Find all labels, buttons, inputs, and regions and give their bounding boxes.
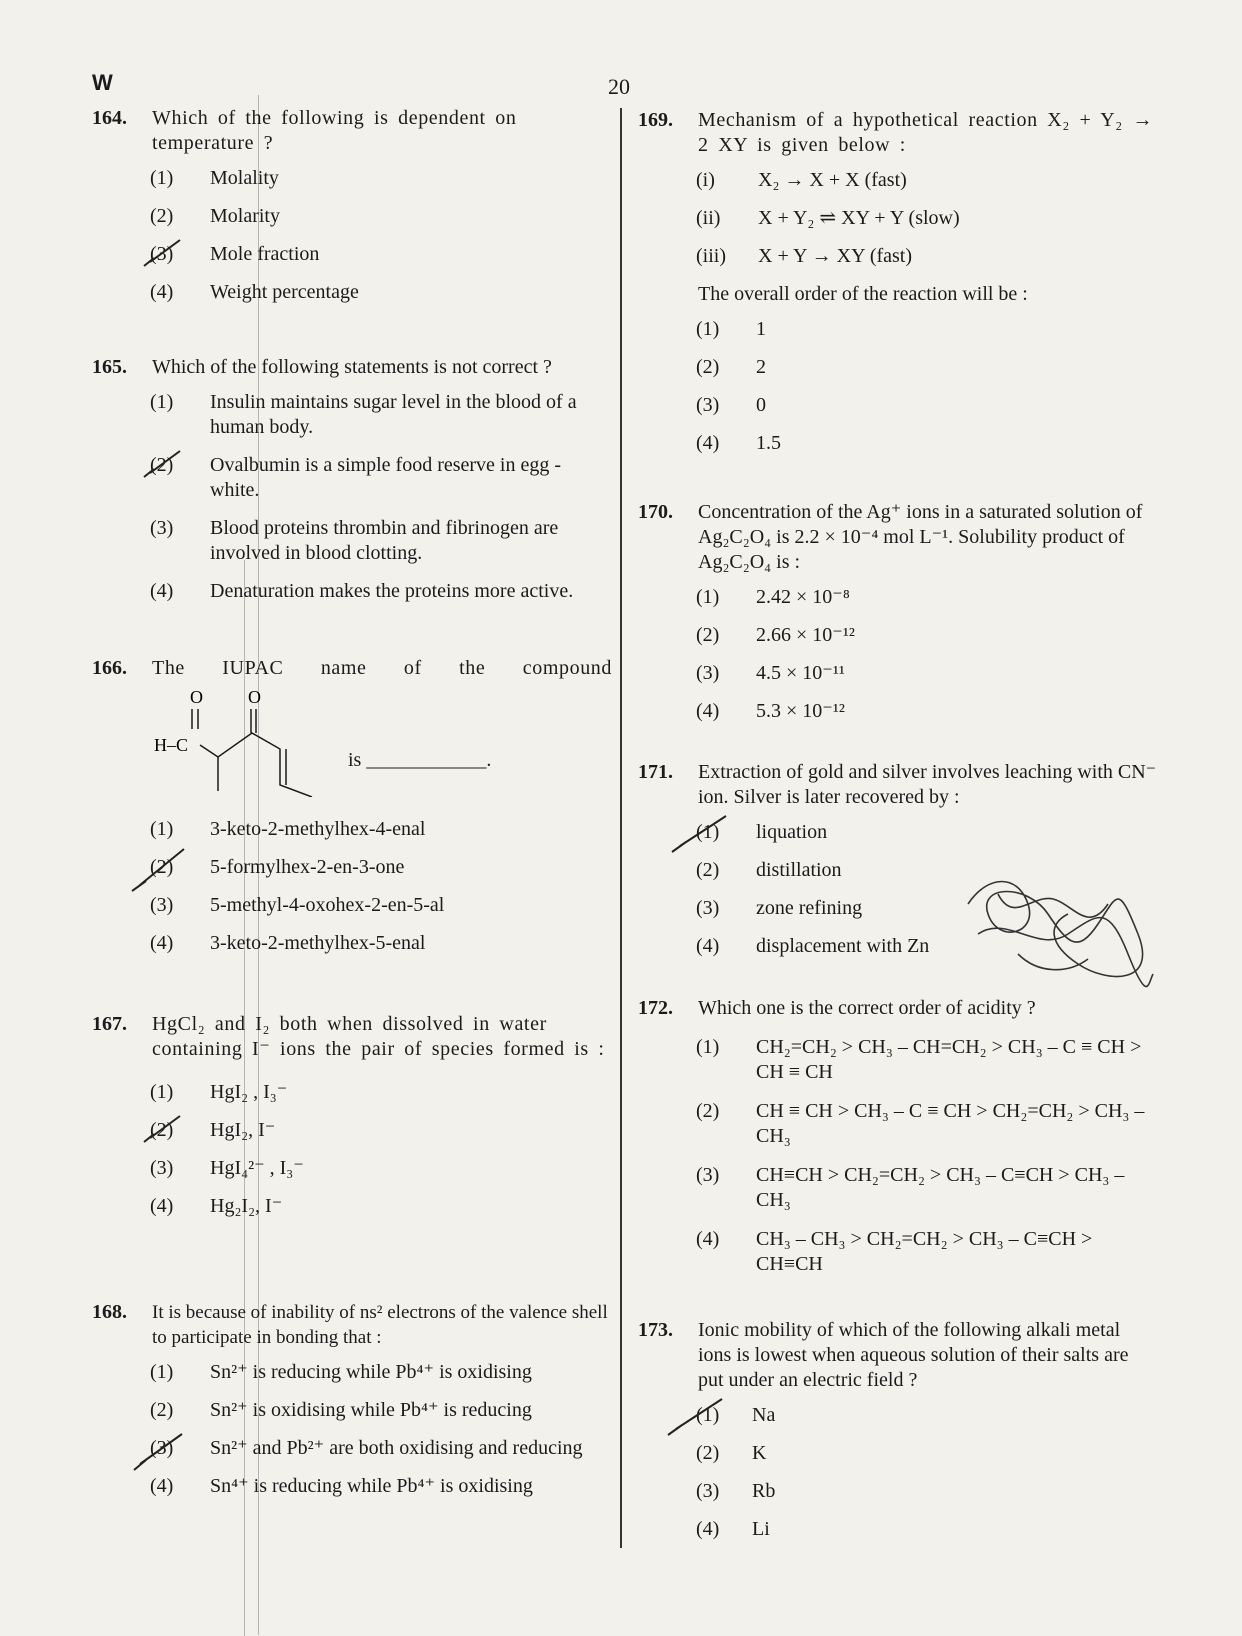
question-number: 167. (92, 1013, 127, 1035)
option[interactable] (638, 623, 1158, 648)
option-index: (2) (150, 856, 174, 878)
step-text: X + Y → XY (fast) (758, 245, 913, 267)
question-text: Which one is the correct order of acidity ? (698, 997, 1036, 1019)
question-number: 171. (638, 761, 673, 783)
question-173 (638, 1318, 1158, 1555)
question-166 (92, 656, 612, 969)
answer-blank: is ____________. (348, 749, 492, 771)
option-index: (4) (150, 932, 174, 954)
option-index: (2) (696, 1100, 720, 1122)
option-text: Mole fraction (210, 243, 320, 265)
option-index: (3) (150, 243, 174, 265)
option-index: (4) (696, 1228, 720, 1250)
handwritten-signature-icon (958, 864, 1158, 994)
option[interactable] (92, 204, 612, 229)
option-text: CH₃ – CH₃ > CH₂=CH₂ > CH₃ – C≡CH > CH≡CH (756, 1228, 1093, 1275)
question-subtext: The overall order of the reaction will be : (698, 283, 1028, 305)
option-index: (2) (150, 205, 174, 227)
option-index: (1) (696, 318, 720, 340)
option-index: (2) (696, 1442, 720, 1464)
option-index: (2) (696, 624, 720, 646)
option-index: (3) (150, 894, 174, 916)
option-index: (1) (696, 1404, 720, 1426)
option-index: (4) (696, 935, 720, 957)
question-165 (92, 355, 612, 617)
option-text: HgI₂ , I₃⁻ (210, 1081, 288, 1103)
question-text: Which of the following is dependent on temperature ? (152, 107, 517, 154)
mechanism-step (638, 206, 1158, 231)
option[interactable] (92, 579, 612, 604)
option[interactable] (92, 893, 612, 918)
question-number: 165. (92, 356, 127, 378)
option-text: CH≡CH > CH₂=CH₂ > CH₃ – C≡CH > CH₃ – CH₃ (756, 1164, 1125, 1211)
option-index: (1) (150, 818, 174, 840)
tick-mark-icon (668, 812, 730, 856)
option[interactable] (638, 355, 1158, 380)
question-164 (92, 106, 612, 318)
tick-mark-icon (140, 238, 184, 270)
question-169 (638, 108, 1158, 469)
option-index: (4) (150, 580, 174, 602)
option-index: (4) (696, 700, 720, 722)
option-index: (2) (150, 454, 174, 476)
option-text: 2 (756, 356, 766, 378)
option-index: (1) (696, 1036, 720, 1058)
option-text: K (752, 1442, 767, 1464)
option-index: (3) (150, 1157, 174, 1179)
option[interactable] (92, 1156, 612, 1181)
option-text: Sn²⁺ is oxidising while Pb⁴⁺ is reducing (210, 1399, 532, 1421)
question-text: Extraction of gold and silver involves leaching with CN⁻ ion. Silver is later recovered by : (698, 761, 1157, 808)
option-text: Sn²⁺ and Pb²⁺ are both oxidising and reducing (210, 1437, 583, 1459)
question-number: 166. (92, 657, 127, 679)
option-text: Sn²⁺ is reducing while Pb⁴⁺ is oxidising (210, 1361, 532, 1383)
question-170 (638, 500, 1158, 737)
option-index: (3) (696, 1480, 720, 1502)
option-marked[interactable] (92, 242, 612, 267)
option-text: 1.5 (756, 432, 781, 454)
option-text: Insulin maintains sugar level in the blood of a human body. (210, 391, 577, 438)
question-text: HgCl₂ and I₂ both when dissolved in water containing I⁻ ions the pair of species formed is : (152, 1013, 605, 1060)
question-text: Concentration of the Ag⁺ ions in a saturated solution of Ag₂C₂O₄ is 2.2 × 10⁻⁴ mol L⁻¹. Solubility product of Ag₂C₂O₄ is : (698, 501, 1143, 573)
option-marked[interactable] (92, 1118, 612, 1143)
option-index: (1) (696, 821, 720, 843)
option[interactable] (638, 1035, 1158, 1085)
question-number: 172. (638, 997, 673, 1019)
option[interactable] (92, 516, 612, 566)
option-text: HgI₄²⁻ , I₃⁻ (210, 1157, 304, 1179)
option-text: displacement with Zn (756, 935, 930, 957)
tick-mark-icon (128, 845, 188, 895)
option-index: (3) (696, 1164, 720, 1186)
tick-mark-icon (130, 1430, 186, 1474)
option-index: (3) (696, 394, 720, 416)
option-text: Rb (752, 1480, 776, 1502)
question-text: Mechanism of a hypothetical reaction X₂ + Y₂ → 2 XY is given below : (698, 109, 1154, 156)
skeletal-formula-diagram (152, 687, 352, 797)
question-number: 169. (638, 109, 673, 131)
step-text: X + Y₂ ⇌ XY + Y (slow) (758, 207, 960, 229)
option-index: (1) (150, 1361, 174, 1383)
option-index: (4) (696, 1518, 720, 1540)
option-text: distillation (756, 859, 842, 881)
option-text: CH ≡ CH > CH₃ – C ≡ CH > CH₂=CH₂ > CH₃ – CH₃ (756, 1100, 1145, 1147)
option-text: HgI₂, I⁻ (210, 1119, 276, 1141)
option-text: 5.3 × 10⁻¹² (756, 700, 845, 722)
option-text: CH₂=CH₂ > CH₃ – CH=CH₂ > CH₃ – C ≡ CH > CH ≡ CH (756, 1036, 1142, 1083)
option-text: 3-keto-2-methylhex-4-enal (210, 818, 426, 840)
option-index: (2) (150, 1119, 174, 1141)
question-number: 170. (638, 501, 673, 523)
question-text: It is because of inability of ns² electrons of the valence shell to participate in bonding that : (152, 1302, 608, 1348)
option[interactable] (638, 585, 1158, 610)
option-text: Li (752, 1518, 770, 1540)
option[interactable] (638, 1163, 1158, 1213)
option[interactable] (92, 166, 612, 191)
option-index: (2) (696, 356, 720, 378)
option-index: (3) (696, 897, 720, 919)
step-index: (iii) (696, 245, 726, 267)
question-172 (638, 996, 1158, 1290)
question-text: Ionic mobility of which of the following alkali metal ions is lowest when aqueous solution of their salts are put under an electric field ? (698, 1319, 1129, 1391)
option-index: (3) (696, 662, 720, 684)
option-text: 3-keto-2-methylhex-5-enal (210, 932, 426, 954)
option-marked[interactable] (92, 1436, 612, 1461)
option-text: 5-formylhex-2-en-3-one (210, 856, 405, 878)
question-167 (92, 1012, 612, 1232)
aldehyde-label: H–C (154, 735, 189, 755)
step-index: (ii) (696, 207, 721, 229)
option[interactable] (92, 1080, 612, 1105)
option[interactable] (638, 1441, 1158, 1466)
option[interactable] (92, 1474, 612, 1499)
question-number: 168. (92, 1301, 127, 1323)
question-168 (92, 1300, 612, 1512)
tick-mark-icon (140, 1114, 184, 1146)
option[interactable] (638, 1099, 1158, 1149)
mechanism-step (638, 168, 1158, 193)
option-index: (1) (150, 1081, 174, 1103)
option-text: Molality (210, 167, 279, 189)
option-index: (2) (696, 859, 720, 881)
question-text: Which of the following statements is not correct ? (152, 356, 552, 378)
option[interactable] (638, 1479, 1158, 1504)
option-text: 1 (756, 318, 766, 340)
option[interactable] (638, 393, 1158, 418)
option[interactable] (92, 1398, 612, 1423)
option[interactable] (92, 280, 612, 305)
option[interactable] (92, 817, 612, 842)
option-text: Ovalbumin is a simple food reserve in egg - white. (210, 454, 562, 501)
option-text: 2.42 × 10⁻⁸ (756, 586, 850, 608)
option-index: (4) (150, 1195, 174, 1217)
option[interactable] (92, 390, 612, 440)
option[interactable] (92, 931, 612, 956)
tick-mark-icon (664, 1395, 726, 1439)
option[interactable] (638, 1517, 1158, 1542)
option-index: (4) (150, 281, 174, 303)
column-divider (620, 108, 622, 1548)
option[interactable] (638, 661, 1158, 686)
option-text: 5-methyl-4-oxohex-2-en-5-al (210, 894, 445, 916)
option-index: (3) (150, 517, 174, 539)
option[interactable] (638, 699, 1158, 724)
option-index: (4) (696, 432, 720, 454)
test-code: W (92, 70, 113, 95)
option-index: (1) (150, 391, 174, 413)
question-number: 173. (638, 1319, 673, 1341)
option-text: Sn⁴⁺ is reducing while Pb⁴⁺ is oxidising (210, 1475, 533, 1497)
option-index: (1) (150, 167, 174, 189)
option-index: (1) (696, 586, 720, 608)
option-index: (4) (150, 1475, 174, 1497)
option-text: 0 (756, 394, 766, 416)
option-marked[interactable] (92, 855, 612, 880)
question-text: The IUPAC name of the compound (152, 657, 612, 679)
option-index: (3) (150, 1437, 174, 1459)
step-index: (i) (696, 169, 715, 191)
oxygen-label: O (190, 687, 203, 707)
option-marked[interactable] (92, 453, 612, 503)
tick-mark-icon (140, 449, 184, 481)
option-text: zone refining (756, 897, 863, 919)
option-text: Denaturation makes the proteins more active. (210, 580, 574, 602)
option[interactable] (92, 1194, 612, 1219)
option[interactable] (638, 317, 1158, 342)
option-text: Na (752, 1404, 776, 1426)
step-text: X₂ → X + X (fast) (758, 169, 907, 191)
oxygen-label: O (248, 687, 261, 707)
question-number: 164. (92, 107, 127, 129)
option[interactable] (638, 1227, 1158, 1277)
mechanism-step (638, 244, 1158, 269)
option[interactable] (92, 1360, 612, 1385)
option-index: (2) (150, 1399, 174, 1421)
option[interactable] (638, 431, 1158, 456)
option-text: Weight percentage (210, 281, 359, 303)
page-number: 20 (608, 74, 630, 99)
option-marked[interactable] (638, 1403, 1158, 1428)
option-text: 2.66 × 10⁻¹² (756, 624, 855, 646)
option-text: 4.5 × 10⁻¹¹ (756, 662, 845, 684)
option-text: Molarity (210, 205, 280, 227)
option-marked[interactable] (638, 820, 1158, 845)
option-text: Hg₂I₂, I⁻ (210, 1195, 283, 1217)
option-text: liquation (756, 821, 828, 843)
option-text: Blood proteins thrombin and fibrinogen are involved in blood clotting. (210, 517, 559, 564)
compound-structure (152, 687, 612, 807)
